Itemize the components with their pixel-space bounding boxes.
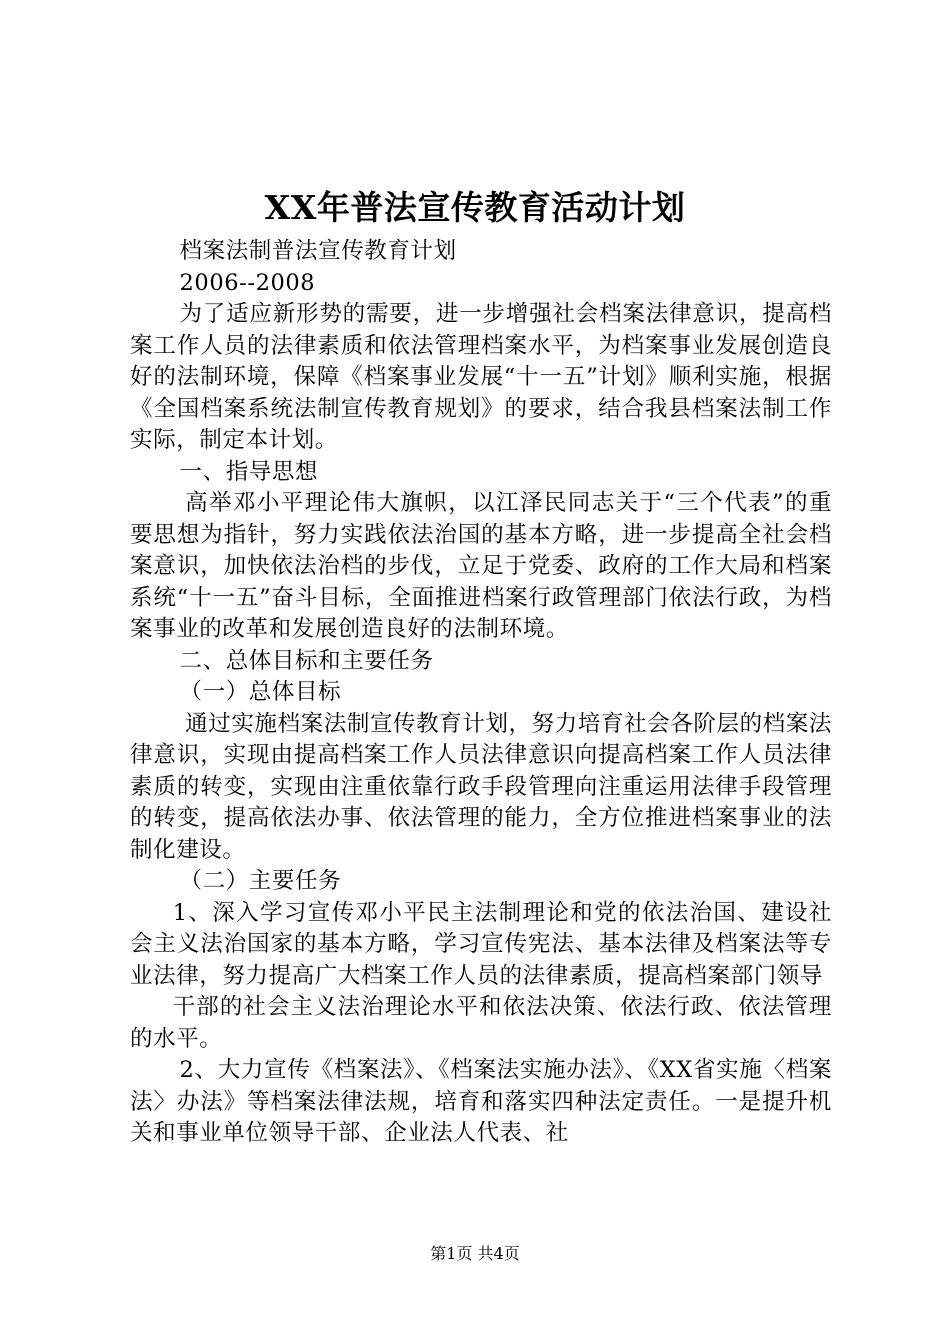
paragraph-overall-goal: 通过实施档案法制宣传教育计划，努力培育社会各阶层的档案法律意识，实现由提高档案工作人员法律意识向提高档案工作人员法律素质的转变，实现由注重依靠行政手段管理向注重运用法律手段管理的转变，提高依法办事、依法管理的能力，全方位推进档案事业的法制化建设。: [130, 710, 832, 863]
document-body: [130, 236, 832, 1150]
section-heading-goals-tasks: 二、总体目标和主要任务: [179, 647, 434, 674]
document-title: XX年普法宣传教育活动计划: [264, 188, 686, 227]
page-number-footer: 第1页 共4页: [430, 1244, 520, 1263]
paragraph-intro: 为了适应新形势的需要，进一步增强社会档案法律意识，提高档案工作人员的法律素质和依法管理档案水平，为档案事业发展创造良好的法制环境，保障《档案事业发展“十一五”计划》顺利实施，根据《全国档案系统法制宣传教育规划》的要求，结合我县档案法制工作实际，制定本计划。: [130, 301, 832, 453]
subsection-heading-overall-goal: （一）总体目标: [179, 679, 342, 705]
paragraph-task-1-continued: 干部的社会主义法治理论水平和依法决策、依法行政、依法管理的水平。: [130, 994, 832, 1052]
paragraph-task-1: 1、深入学习宣传邓小平民主法制理论和党的依法治国、建设社会主义法治国家的基本方略，学习宣传宪法、基本法律及档案法等专业法律，努力提高广大档案工作人员的法律素质，提高档案部门领导: [130, 899, 832, 989]
paragraph-guiding-ideology: 高举邓小平理论伟大旗帜，以江泽民同志关于“三个代表”的重要思想为指针，努力实践依法治国的基本方略，进一步提高全社会档案意识，加快依法治档的步伐，立足于党委、政府的工作大局和档案系统“十一五”奋斗目标，全面推进档案行政管理部门依法行政，为档案事业的改革和发展创造良好的法制环境。: [130, 490, 832, 642]
subtitle-line: 档案法制普法宣传教育计划: [179, 238, 457, 264]
date-range-line: 2006--2008: [179, 269, 316, 296]
subsection-heading-main-tasks: （二）主要任务: [179, 868, 342, 894]
paragraph-task-2: 2、大力宣传《档案法》、《档案法实施办法》、《XX省实施〈档案法〉办法》等档案法律法规，培育和落实四种法定责任。一是提升机关和事业单位领导干部、企业法人代表、社: [130, 1057, 832, 1146]
section-heading-guiding-ideology: 一、指导思想: [179, 458, 319, 485]
